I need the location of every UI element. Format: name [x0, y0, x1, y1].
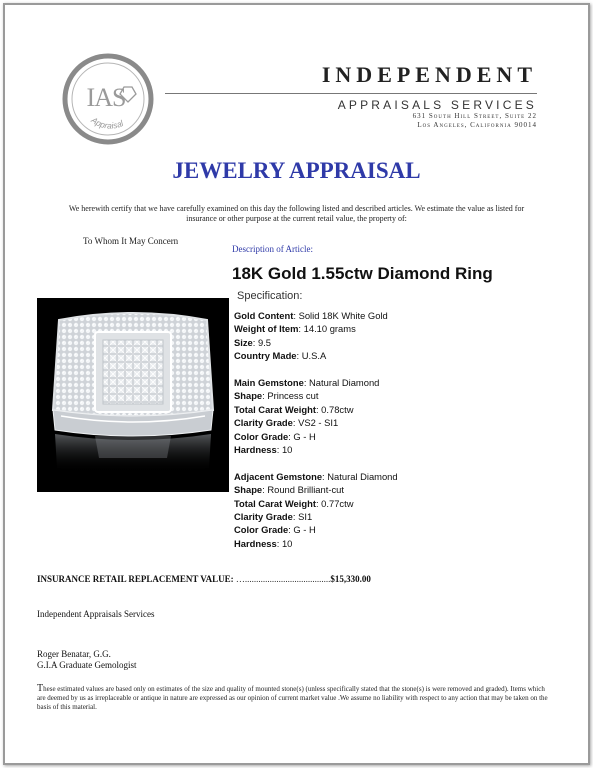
spec-main-gemstone: Main Gemstone: Natural Diamond [234, 377, 380, 389]
spec-main-color: Color Grade: G - H [234, 430, 316, 442]
certification-line-1: We herewith certify that we have carefully examined on this day the following listed and described articles. We estimate the value as listed for [68, 204, 525, 213]
insurance-leader-dots: …...................................... [235, 574, 331, 584]
recipient: To Whom It May Concern [83, 236, 179, 246]
logo-ring-text: Appraisal [89, 114, 125, 131]
company-header [165, 62, 537, 130]
item-title: 18K Gold 1.55ctw Diamond Ring [232, 264, 493, 283]
address-line-1: 631 South Hill Street, Suite 22 [412, 112, 537, 120]
header-divider [165, 93, 537, 94]
spec-gold-content: Gold Content: Solid 18K White Gold [234, 310, 388, 321]
disclaimer [37, 684, 555, 712]
logo-letters: IAS [86, 83, 126, 112]
disclaimer-first-letter: T [37, 683, 44, 694]
specification-list [234, 309, 398, 550]
insurance-value-line [37, 574, 371, 584]
company-name: INDEPENDENT [321, 62, 537, 87]
company-subtitle: APPRAISALS SERVICES [337, 98, 537, 112]
spec-country: Country Made: U.S.A [234, 350, 327, 362]
description-label: Description of Article: [232, 244, 313, 254]
certification-line-2: insurance or other purpose at the current retail value, the property of: [186, 214, 407, 223]
spec-adjacent-clarity: Clarity Grade: SI1 [234, 511, 313, 523]
company-signature: Independent Appraisals Services [37, 609, 155, 619]
insurance-value: $15,330.00 [330, 574, 371, 584]
spec-main-shape: Shape: Princess cut [234, 390, 319, 402]
spec-adjacent-shape: Shape: Round Brilliant-cut [234, 484, 344, 496]
diamond-ring-photo [37, 298, 229, 492]
address-line-2: Los Angeles, California 90014 [417, 121, 537, 129]
spec-main-clarity: Clarity Grade: VS2 - SI1 [234, 417, 339, 429]
document-title: JEWELRY APPRAISAL [172, 158, 421, 183]
signer-block [37, 649, 136, 671]
specification-label: Specification: [237, 290, 303, 302]
signer-name: Roger Benatar, G.G. [37, 649, 111, 659]
spec-adjacent-gemstone: Adjacent Gemstone: Natural Diamond [234, 470, 398, 482]
spec-adjacent-color: Color Grade: G - H [234, 524, 316, 536]
spec-adjacent-carat: Total Carat Weight: 0.77ctw [234, 497, 354, 509]
ias-seal-logo-icon [62, 53, 154, 145]
insurance-label: INSURANCE RETAIL REPLACEMENT VALUE: [37, 574, 234, 584]
spec-weight: Weight of Item: 14.10 grams [234, 323, 356, 335]
disclaimer-text: hese estimated values are based only on estimates of the size and quality of mounted stone(s) (unless specifically stated that the stone(s) is were removed and graded). Items which are deemed by us as irreplaceable or antique in nature are expressed as our opinion of current market value .We assume no liability with respect to any action that may be taken on the basis of this material. [37, 685, 548, 711]
spec-size: Size: 9.5 [234, 336, 272, 348]
spec-main-hardness: Hardness: 10 [234, 444, 293, 456]
certification-text [40, 204, 553, 224]
spec-main-carat: Total Carat Weight: 0.78ctw [234, 403, 354, 415]
signer-title: G.I.A Graduate Gemologist [37, 660, 137, 670]
spec-adjacent-hardness: Hardness: 10 [234, 537, 293, 549]
